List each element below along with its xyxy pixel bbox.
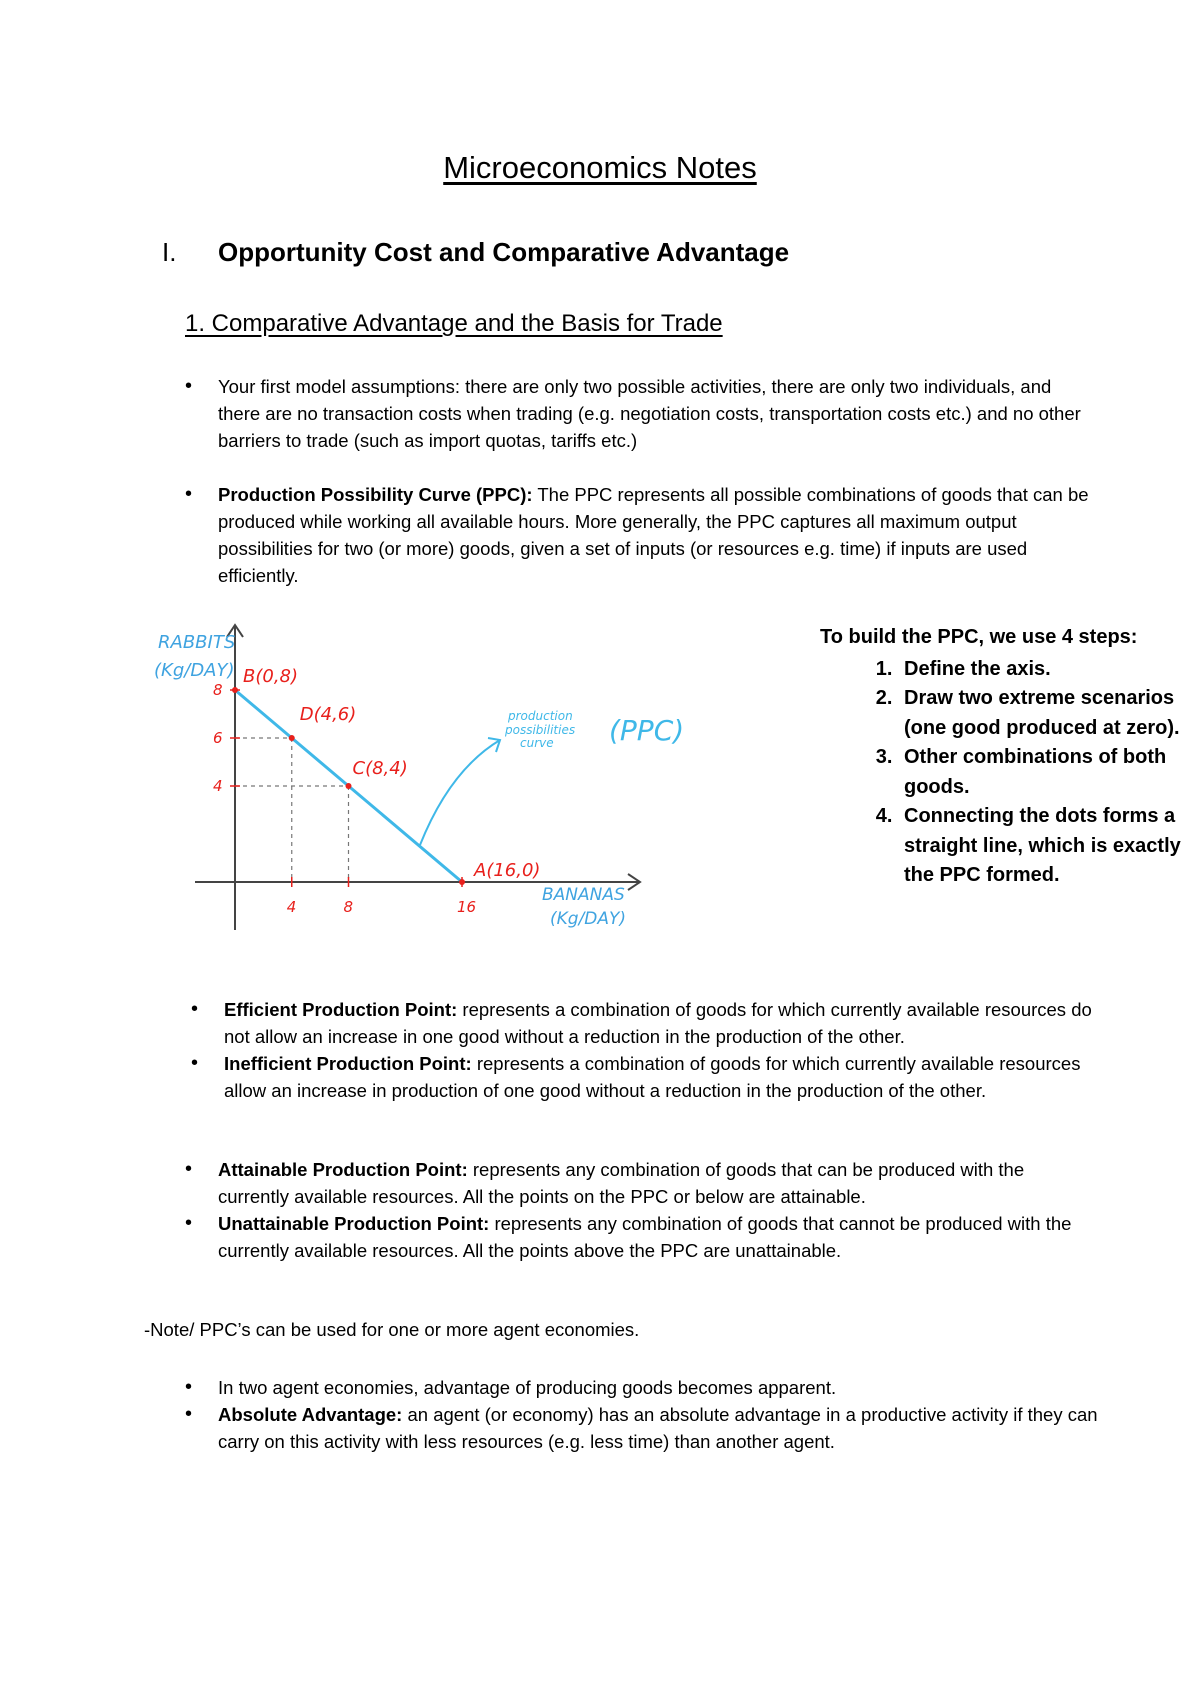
y-axis-label-line2: (Kg/DAY) [154,660,235,681]
list-item: • Your first model assumptions: there are only two possible activities, there are only two individuals, and there are no transaction costs when trading (e.g. negotiation costs, transportation costs etc.) and no other barriers to trade (such as import quotas, tariffs etc.) [218,373,1098,454]
y-tick-label: 4 [213,777,223,795]
section-heading [162,237,789,268]
point-label: B(0,8) [243,666,299,687]
list-item: • Efficient Production Point: represents a combination of goods for which currently available resources do not allow an increase in one good without a reduction in the production of the other. [224,996,1104,1050]
x-tick-label: 4 [286,898,297,916]
ppc-annotation-small-1: production [508,709,573,723]
point-label: A(16,0) [474,860,541,881]
list-item: • Inefficient Production Point: represents a combination of goods for which currently available resources allow an increase in production of one good without a reduction in the production of the other. [224,1050,1104,1104]
ppc-annotation-big: (PPC) [609,714,685,747]
steps-list [820,655,1200,891]
x-axis-label-line1: BANANAS [542,885,625,905]
y-tick-label: 6 [213,729,223,747]
section-number: I. [162,237,177,267]
point-label: C(8,4) [352,758,408,779]
list-item: 2. Draw two extreme scenarios (one good produced at zero). [898,684,1200,743]
list-item: • Unattainable Production Point: represents any combination of goods that cannot be produced with the currently available resources. All the points above the PPC are unattainable. [218,1210,1098,1264]
x-tick-label: 16 [457,898,477,916]
point-marker [346,783,352,789]
note-line: -Note/ PPC’s can be used for one or more agent economies. [144,1319,640,1340]
subsection-heading: 1. Comparative Advantage and the Basis for Trade [185,310,723,337]
point-marker [289,735,295,741]
section-title: Opportunity Cost and Comparative Advantage [218,237,790,267]
agent-bullet-list [218,1374,1098,1455]
steps-heading: To build the PPC, we use 4 steps: [820,626,1138,648]
x-tick-label: 8 [343,898,354,916]
intro-bullet-list [218,373,1098,616]
list-item: 1. Define the axis. [898,655,1200,685]
ppc-annotation-small-2: possibilities [505,723,576,737]
list-item: • Absolute Advantage: an agent (or economy) has an absolute advantage in a productive activity if they can carry on this activity with less resources (e.g. less time) than another agent. [218,1401,1098,1455]
list-item: • Attainable Production Point: represents any combination of goods that can be produced with the currently available resources. All the points on the PPC or below are attainable. [218,1156,1098,1210]
ppc-steps [820,623,1200,891]
y-tick-label: 8 [213,681,223,699]
list-item: 4. Connecting the dots forms a straight line, which is exactly the PPC formed. [898,802,1200,891]
list-item: • In two agent economies, advantage of producing goods becomes apparent. [218,1374,1098,1401]
point-label: D(4,6) [299,704,357,725]
x-axis-label-line2: (Kg/DAY) [550,909,627,929]
ppc-annotation-small-3: curve [520,736,554,750]
y-axis-label-line1: RABBITS [158,632,236,653]
page-title: Microeconomics Notes [443,150,757,185]
list-item: • Production Possibility Curve (PPC): The PPC represents all possible combinations of goods that can be produced while working all available hours. More generally, the PPC captures all maximum output possibilities for two (or more) goods, given a set of inputs (or resources e.g. time) if inputs are used efficiently. [218,481,1098,589]
list-item: 3. Other combinations of both goods. [898,743,1200,802]
production-point-list [224,996,1104,1104]
annotation-arrow [420,740,500,845]
attainable-point-list [218,1156,1098,1264]
